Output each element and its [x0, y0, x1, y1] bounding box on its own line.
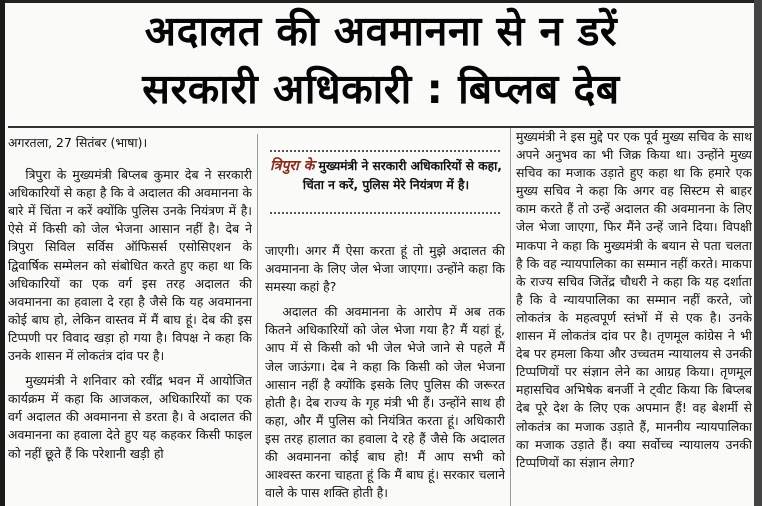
pull-quote-text [270, 157, 502, 195]
scan-edge-right [754, 0, 762, 506]
column-2-paragraph-2: अदालत की अवमानना के आरोप में अब तक कितने अधिकारियों को जेल भेजा गया है? मैं यहां हूं, आप में से किसी को भी जेल भेजे जाने से पहले मैं जेल जाऊंगा। देब ने कहा कि किसी को जेल भेजना आसान नहीं है क्योंकि इसके लिए पुलिस की जरूरत होती है। देब राज्य के गृह मंत्री भी हैं। उन्होंने साथ ही कहा, और मैं पुलिस को नियंत्रित करता हूं। अधिकारी इस तरह हालात का हवाला दे रहे हैं जैसे कि अदालत की अवमानना कोई बाघ हो! मैं आप सभी को आश्वस्त करना चाहता हूं कि मैं बाघ हूं। सरकार चलाने वाले के पास शक्ति होती है। [265, 304, 505, 501]
pull-quote-rule-top [270, 150, 500, 155]
scan-edge-top [0, 0, 762, 3]
scan-edge-left [0, 0, 5, 506]
pull-quote [264, 148, 506, 228]
column-1-paragraph-2: मुख्यमंत्री ने शनिवार को रवींद्र भवन में आयोजित कार्यक्रम में कहा कि आजकल, अधिकारियों का एक वर्ग अदालत की अवमानना से डरता है। वे अदालत की अवमानना का हवाला देते हुए यह कहकर किसी फाइल को नहीं छूते हैं कि परेशानी खड़ी हो [8, 373, 252, 461]
column-3-paragraph-1: मुख्यमंत्री ने इस मुद्दे पर एक पूर्व मुख्य सचिव के साथ अपने अनुभव का भी जिक्र किया था। उन्होंने मुख्य सचिव का मजाक उड़ाते हुए कहा था कि हमारे एक मुख्य सचिव ने कहा कि अगर वह सिस्टम से बाहर काम करते हैं तो उन्हें अदालत की अवमानना के लिए जेल भेजा जाएगा, फिर मैंने उन्हें जाने दिया। विपक्षी माकपा ने कहा कि मुख्यमंत्री के बयान से पता चलता है कि वह न्यायपालिका का सम्मान नहीं करते। माकपा के राज्य सचिव जितेंद्र चौधरी ने कहा कि यह दर्शाता है कि वे न्यायपालिका का सम्मान नहीं करते, जो लोकतंत्र के महत्वपूर्ण स्तंभों में से एक है। उनके शासन में लोकतंत्र दांव पर है। तृणमूल कांग्रेस ने भी देब पर हमला किया और उच्चतम न्यायालय से उनकी टिप्पणियों पर संज्ञान लेने का आग्रह किया। तृणमूल महासचिव अभिषेक बनर्जी ने ट्वीट किया कि बिप्लब देब पूरे देश के लिए एक अपमान हैं! वह बेशर्मी से लोकतंत्र का मजाक उड़ाते हैं, माननीय न्यायपालिका का मजाक उड़ाते हैं। क्या सर्वोच्च न्यायालय उनकी टिप्पणियों का संज्ञान लेगा? [516, 129, 752, 470]
dateline: अगरतला, 27 सितंबर (भाषा)। [8, 135, 148, 150]
article-column-1 [8, 134, 252, 506]
column-divider-1 [257, 134, 258, 506]
column-2-paragraph-1: जाएगी। अगर मैं ऐसा करता हूं तो मुझे अदालत की अवमानना के लिए जेल भेजा जाएगा। उन्होंने कहा कि समस्या कहां है? [265, 243, 505, 295]
column-divider-2 [510, 128, 511, 506]
pull-quote-body: मुख्यमंत्री ने सरकारी अधिकारियों से कहा, चिंता न करें, पुलिस मेरे नियंत्रण में है। [302, 159, 502, 192]
pull-quote-rule-bottom [270, 212, 500, 217]
pull-quote-lead: त्रिपुरा के [270, 158, 315, 174]
article-column-3 [516, 128, 752, 506]
headline-line-2: सरकारी अधिकारी : बिप्लब देब [142, 65, 620, 113]
column-1-paragraph-1: त्रिपुरा के मुख्यमंत्री बिप्लब कुमार देब ने सरकारी अधिकारियों से कहा है कि वे अदालत की अवमानना के बारे में चिंता न करें क्योंकि पुलिस उनके नियंत्रण में है। ऐसे में किसी को जेल भेजना आसान नहीं है। देब ने त्रिपुरा सिविल सर्विस ऑफिसर्स एसोसिएशन के द्विवार्षिक सम्मेलन को संबोधित करते हुए कहा था कि अधिकारियों का एक वर्ग इस तरह अदालत की अवमानना का हवाला दे रहा है जैसे कि यह अवमानना कोई बाघ हो, लेकिन वास्तव में मैं बाघ हूं। देब की इस टिप्पणी पर विवाद खड़ा हो गया है। विपक्ष ने कहा कि उनके शासन में लोकतंत्र दांव पर है। [8, 167, 252, 364]
article-column-2 [265, 242, 505, 506]
headline-line-1: अदालत की अवमानना से न डरें [144, 7, 618, 55]
